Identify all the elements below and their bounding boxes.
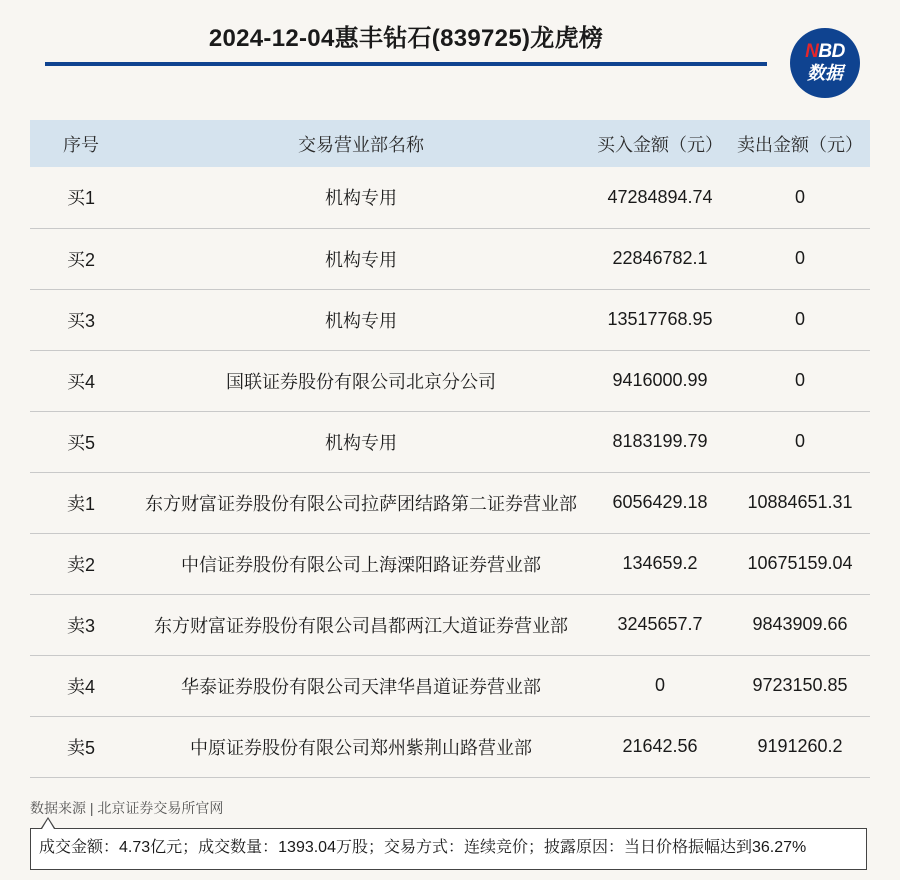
- table-header-row: [30, 120, 870, 167]
- row-branch-name: 东方财富证券股份有限公司拉萨团结路第二证券营业部: [145, 493, 577, 514]
- row-buy-amount: 8183199.79: [612, 431, 708, 451]
- row-branch-name: 东方财富证券股份有限公司昌都两江大道证券营业部: [154, 615, 568, 636]
- trade-summary-note: 成交金额：4.73亿元；成交数量：1393.04万股；交易方式：连续竞价；披露原因：当日价格振幅达到36.27%: [30, 828, 867, 870]
- header-index: 序号: [63, 134, 99, 155]
- row-branch-name: 机构专用: [325, 188, 397, 209]
- header-buy-amount: 买入金额（元）: [597, 134, 723, 155]
- logo-letters-bd: BD: [818, 41, 845, 62]
- header-sell-amount: 卖出金额（元）: [737, 134, 863, 155]
- data-source: 数据来源 | 北京证券交易所官网: [30, 800, 224, 816]
- table-row: [30, 594, 870, 655]
- row-sell-amount: 0: [794, 186, 805, 207]
- row-buy-amount: 6056429.18: [612, 492, 708, 512]
- row-sell-amount: 10675159.04: [747, 553, 853, 573]
- row-index: 卖4: [66, 676, 95, 697]
- row-branch-name: 机构专用: [325, 432, 397, 453]
- row-buy-amount: 13517768.95: [607, 309, 713, 329]
- row-buy-amount: 134659.2: [622, 553, 698, 573]
- row-branch-name: 中信证券股份有限公司上海溧阳路证券营业部: [181, 554, 541, 575]
- title-underline: [45, 62, 767, 66]
- logo-line-2: 数据: [807, 63, 843, 83]
- row-index: 买4: [66, 371, 95, 392]
- page-title: 2024-12-04惠丰钻石(839725)龙虎榜: [208, 25, 604, 52]
- row-buy-amount: 22846782.1: [612, 248, 708, 268]
- row-index: 买3: [66, 310, 95, 331]
- row-branch-name: 机构专用: [325, 310, 397, 331]
- table-row: [30, 655, 870, 716]
- row-buy-amount: 9416000.99: [612, 370, 708, 390]
- row-buy-amount: 21642.56: [622, 736, 698, 756]
- row-index: 卖3: [66, 615, 95, 636]
- row-sell-amount: 9843909.66: [752, 614, 848, 634]
- row-sell-amount: 0: [794, 248, 805, 268]
- row-index: 卖2: [66, 554, 95, 575]
- table-row: [30, 472, 870, 533]
- row-branch-name: 华泰证券股份有限公司天津华昌道证券营业部: [181, 676, 541, 697]
- table-row: [30, 411, 870, 472]
- row-sell-amount: 0: [794, 309, 805, 329]
- table-row: [30, 228, 870, 289]
- row-branch-name: 中原证券股份有限公司郑州紫荆山路营业部: [190, 737, 532, 758]
- row-branch-name: 国联证券股份有限公司北京分公司: [226, 371, 496, 392]
- table-row: [30, 350, 870, 411]
- row-index: 买2: [66, 249, 95, 270]
- dragon-tiger-table: [30, 120, 870, 778]
- row-sell-amount: 0: [794, 370, 805, 390]
- row-sell-amount: 0: [794, 431, 805, 451]
- row-index: 买5: [66, 432, 95, 453]
- row-sell-amount: 9723150.85: [752, 675, 848, 695]
- row-buy-amount: 3245657.7: [617, 614, 703, 634]
- row-index: 买1: [66, 188, 95, 209]
- table-row: [30, 289, 870, 350]
- note-pointer-fill: [42, 819, 54, 829]
- row-branch-name: 机构专用: [325, 249, 397, 270]
- header-branch-name: 交易营业部名称: [298, 134, 424, 155]
- logo-line-1: [805, 42, 845, 62]
- row-sell-amount: 9191260.2: [757, 736, 843, 756]
- logo-letter-n: N: [805, 41, 819, 62]
- row-index: 卖5: [66, 737, 95, 758]
- row-index: 卖1: [66, 493, 95, 514]
- table-row: [30, 533, 870, 594]
- row-buy-amount: 0: [654, 675, 665, 695]
- nbd-data-logo: [790, 28, 860, 98]
- table-row: [30, 716, 870, 777]
- row-buy-amount: 47284894.74: [607, 186, 713, 207]
- table-row: [30, 167, 870, 228]
- row-sell-amount: 10884651.31: [747, 492, 853, 512]
